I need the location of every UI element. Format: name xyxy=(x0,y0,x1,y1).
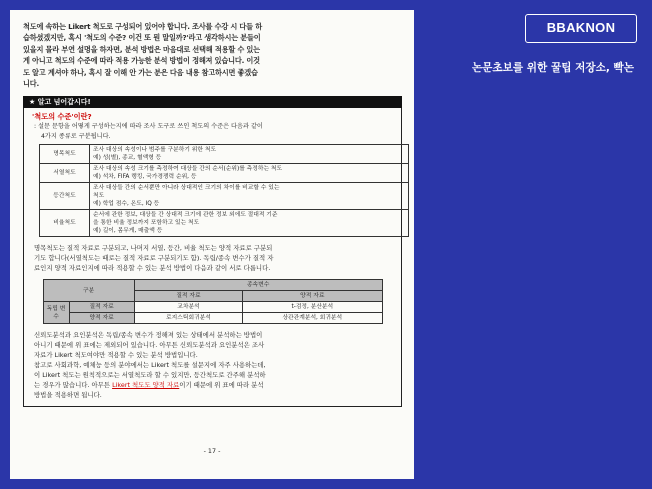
para-line: 기도 합니다(서열척도는 때로는 질적 자료로 구분되기도 함). 독립/종속 변수가 질적 자 xyxy=(34,254,274,263)
intro-line: 게 아니고 척도의 수준에 따라 적용 가능한 분석 방법이 정해져 있습니다. 이것 xyxy=(23,56,260,66)
scale-desc: 조사 대상의 속성이나 범주를 구분하기 위한 척도 예) 성(별), 종교, 혈액형 등 xyxy=(90,145,409,164)
scale-name: 서열척도 xyxy=(40,164,90,183)
para-line: 참고로 사회과학, 예체능 등의 분야에서는 Likert 척도를 설문지에 자주 사용하는데, xyxy=(34,361,266,370)
dependent-header: 종속변수 xyxy=(134,280,382,291)
table-row xyxy=(40,210,409,237)
para-line: 방법을 적용하면 됩니다. xyxy=(34,391,102,400)
para-line: 자료가 Likert 척도여야만 적용할 수 있는 분석 방법입니다. xyxy=(34,351,198,360)
para-line: 명목척도는 질적 자료로 구분되고, 나머지 서열, 등간, 비율 척도는 양적 자료로 구분되 xyxy=(34,244,273,253)
table-row xyxy=(43,280,382,291)
independent-header: 독립 변수 xyxy=(43,302,69,324)
intro-line: 척도에 속하는 Likert 척도로 구성되어 있어야 합니다. 조사를 수강 시 다들 하 xyxy=(23,22,262,31)
para-line: 이 Likert 척도는 원칙적으로는 서열척도라 할 수 있지만, 등간척도로 간주해 분석하 xyxy=(34,371,266,380)
intro-line: 있을지 몰라 부연 설명을 하자면, 분석 방법은 마음대로 선택해 적용할 수 있는 xyxy=(23,44,260,54)
box-subtitle: '척도의 수준'이란? xyxy=(32,112,92,122)
scale-desc: 조사 대상의 속성 크기를 측정하여 대상들 간의 순서(순위)를 측정하는 척도 예) 석차, FIFA 랭킹, 국가경쟁력 순위, 등 xyxy=(90,164,409,183)
info-box xyxy=(23,108,402,407)
para-text: 이기 때문에 위 표에 따라 분석 xyxy=(179,381,264,390)
para-text: 는 경우가 많습니다. 아무튼 xyxy=(34,381,111,390)
intro-line: 도 알고 계셔야 하나, 혹시 잘 이해 안 가는 분은 다음 내용 참고하시면 좋겠습 xyxy=(23,67,258,77)
analysis-table xyxy=(43,279,383,324)
intro-line: 습하셨겠지만, 혹시 '척도의 수준? 이건 또 뭔 말일까?'라고 생각하시는 분들이 xyxy=(23,33,261,43)
table-corner: 구분 xyxy=(43,280,134,302)
table-cell: 상관관계분석, 회귀분석 xyxy=(243,313,382,324)
intro-text xyxy=(23,21,402,89)
table-row xyxy=(40,164,409,183)
table-cell: t-검정, 분산분석 xyxy=(243,302,382,313)
desc-line: 4가지 종류로 구분됩니다. xyxy=(41,132,111,140)
page-number: - 17 - xyxy=(203,447,221,455)
box-title-bar: ★ 알고 넘어갑시다! xyxy=(23,96,402,108)
scale-name: 명목척도 xyxy=(40,145,90,164)
document-page xyxy=(10,10,414,479)
table-cell: 로지스틱회귀분석 xyxy=(134,313,242,324)
row-header: 양적 자료 xyxy=(69,313,134,324)
para-line: 아니기 때문에 위 표에는 제외되어 있습니다. 아무튼 신뢰도분석과 요인분석은 조사 xyxy=(34,341,265,350)
scale-table xyxy=(39,144,409,237)
scale-desc: 순서에 관한 정보, 대상들 간 상대적 크기에 관한 정보 외에도 절대적 기준 을 통한 비율 정보까지 포함하고 있는 척도 예) 길이, 몸무게, 매출액 등 xyxy=(90,210,409,237)
para-line: 신뢰도분석과 요인분석은 독립/종속 변수가 정해져 있는 상태에서 분석하는 방법이 xyxy=(34,331,263,340)
col-header: 질적 자료 xyxy=(134,291,242,302)
brand-logo: BBAKNON xyxy=(525,14,637,43)
row-header: 질적 자료 xyxy=(69,302,134,313)
table-row xyxy=(40,183,409,210)
scale-desc: 조사 대상들 간의 순서뿐만 아니라 상대적인 크기의 차이를 비교할 수 있는 척도 예) 학업 점수, 온도, IQ 등 xyxy=(90,183,409,210)
paragraph-2 xyxy=(34,330,393,400)
col-header: 양적 자료 xyxy=(243,291,382,302)
para-line xyxy=(34,380,393,390)
paragraph-1 xyxy=(34,243,393,273)
brand-tagline: 논문초보를 위한 꿀팁 저장소, 빡논 xyxy=(471,62,634,74)
para-line: 료인지 양적 자료인지에 따라 적용할 수 있는 분석 방법이 다음과 같이 서로 다릅니다. xyxy=(34,264,271,273)
box-description xyxy=(34,122,393,141)
table-row xyxy=(43,302,382,313)
intro-line: 니다. xyxy=(23,79,40,89)
table-row xyxy=(40,145,409,164)
table-row xyxy=(43,313,382,324)
scale-name: 비율척도 xyxy=(40,210,90,237)
desc-line: : 설문 문항을 어떻게 구성하는지에 따라 조사 도구로 쓰인 척도의 수준은 다음과 같이 xyxy=(34,123,263,131)
scale-name: 등간척도 xyxy=(40,183,90,210)
highlight-text: Likert 척도도 양적 자료 xyxy=(112,381,180,390)
table-cell: 교차분석 xyxy=(134,302,242,313)
